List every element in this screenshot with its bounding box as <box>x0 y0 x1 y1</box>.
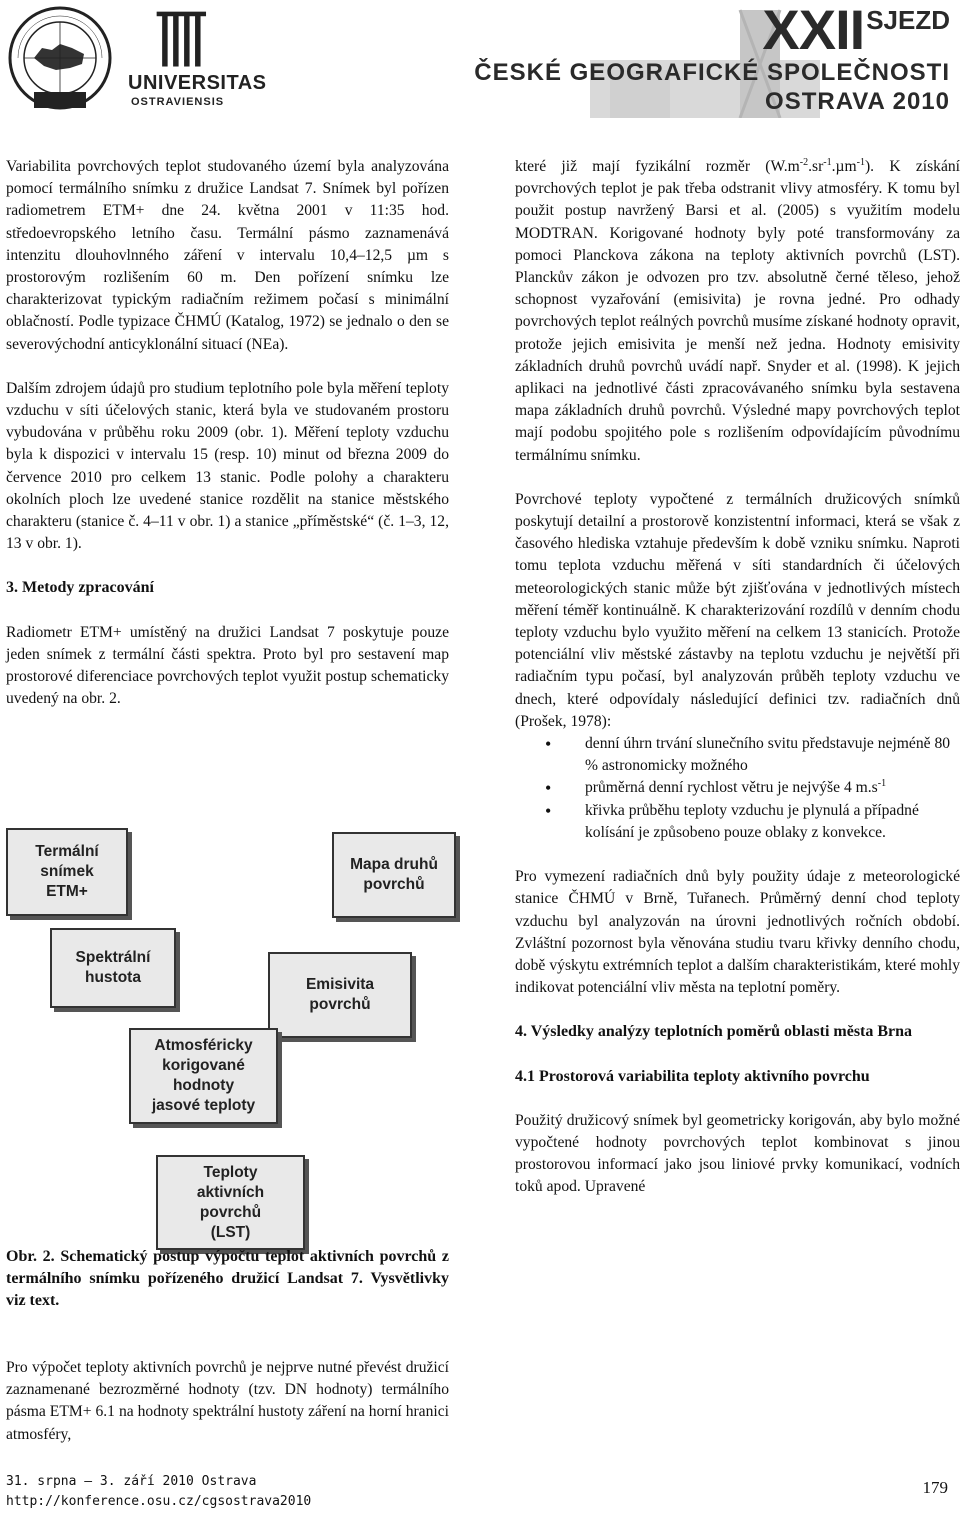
paragraph-surface-temps: Povrchové teploty vypočtené z termálních družicových snímků poskytují detailní a prostorově konzistentní informaci, která se však z časového hlediska vztahuje především k době vzniku snímku. Naproti tomu teplota vzduchu měřená v síti standardních či účelových meteorologických stanic může být zjišťována v jednotlivých místech měření téměř kontinuálně. K charakterizování rozdílů v denním chodu teploty vzduchu bylo využito měření na celkem 13 stanicích. Protože potenciální vliv městské zástavby na teplotu vzduchu je největší při radiačním typu počasí, byl analyzován průběh teploty vzduchu ve dnech, které odpovídaly následující definici tzv. radiačních dnů (Prošek, 1978): <box>515 490 960 730</box>
box-text: Mapa druhů <box>350 856 438 873</box>
university-name: UNIVERSITAS <box>128 72 267 94</box>
paragraph-stations: Dalším zdrojem údajů pro studium teplotního pole byla měření teploty vzduchu v síti účelových stanic, která byla ve studovaném prostoru vybudována v průběhu roku 2009 (obr. 1). Měření teploty vzduchu byla k dispozici v intervalu 15 (resp. 10) minut od března 2009 do července 2010 pro celkem 13 stanic. Podle polohy a charakteru okolních ploch lze uvedené stanice rozdělit na stanice městského charakteru (stanice č. 4–11 v obr. 1) a stanice „příměstské“ (č. 1–3, 12, 13 v obr. 1). <box>6 379 449 553</box>
box-lst <box>156 1155 305 1250</box>
paragraph-units <box>515 156 960 467</box>
congress-number: XXII <box>762 0 865 61</box>
superscript: -1 <box>823 156 832 168</box>
box-surface-map <box>332 832 456 918</box>
box-text: povrchů <box>199 1203 262 1221</box>
congress-word: SJEZD <box>866 5 950 35</box>
box-text: Termální <box>35 843 99 860</box>
paragraph-radiation-days: Pro vymezení radiačních dnů byly použity údaje z meteorologické stanice ČHMÚ v Brně, Tuřanech. Průměrný denní chod teploty vzduchu byl analyzován na úrovni jednotlivých ročních období. Zvláštní pozornost byla věnována studiu tvaru křivky denního chodu, době výskytu extrémních teplot a dalším charakteristikám, které mohly indikovat potenciální vliv města na teplotní poměry. <box>515 868 960 997</box>
superscript: -1 <box>856 156 865 168</box>
box-text: aktivních <box>196 1183 265 1201</box>
box-text: Atmosféricky <box>154 1037 253 1054</box>
box-text: jasové teploty <box>151 1097 256 1114</box>
box-text: (LST) <box>210 1223 251 1241</box>
list-item <box>585 777 960 799</box>
right-column <box>515 156 960 1221</box>
text-span: ). K získání povrchových teplot je pak třeba odstranit vlivy atmosféry. K tomu byl použit postup navržený Barsi et al. (2005) s využitím modelu MODTRAN. Korigované hodnoty byly poté transformovány za pomoci Planckova zákona na teploty aktivních povrchů (LST). Planckův zákon je odvozen pro tzv. absolutně černé těleso, jehož schopnost vyzařování (emisivita) je rovna jedné. Pro odhady povrchových teplot reálných povrchů musíme získané hodnoty opravit, protože jejich emisivita je menší než jedna. Hodnoty emisivity základních druhů povrchů uvádí např. Snyder et al. (1998). K jejich aplikaci na jednotlivé části zpracovávaného snímku byla sestavena mapa základních druhů povrchů. Výsledné mapy povrchových teplot mají podobu spojitého pole s rozlišením odpovídajícím původnímu termálnímu snímku. <box>515 158 960 464</box>
box-text: hustota <box>85 969 141 986</box>
left-column <box>6 156 449 732</box>
heading-spatial-variability: 4.1 Prostorová variabilita teploty aktivního povrchu <box>515 1067 870 1085</box>
text-span: .µm <box>831 158 857 175</box>
box-text: korigované <box>162 1057 245 1074</box>
box-text: Teploty <box>203 1163 258 1181</box>
page-header <box>0 0 960 120</box>
box-text: snímek <box>40 863 94 880</box>
box-emissivity <box>268 952 412 1038</box>
box-thermal-image <box>6 828 128 916</box>
society-seal-logo <box>4 4 116 114</box>
box-text: povrchů <box>363 876 425 893</box>
university-subname: OSTRAVIENSIS <box>131 96 225 108</box>
text-span: .sr <box>808 158 824 175</box>
text-span: průměrná denní rychlost větru je nejvýše 4 m.s <box>585 779 878 797</box>
superscript: -2 <box>799 156 809 168</box>
congress-place: OSTRAVA 2010 <box>765 88 950 115</box>
paragraph-variability: Variabilita povrchových teplot studovaného území byla analyzována pomocí termálního snímku z družice Landsat 7. Snímek byl pořízen radiometrem ETM+ dne 24. května 2001 v 11:35 hod. středoevropského letního času. Termální pásmo zaznamenává intenzitu dlouhovlnného záření v intervalu 10,4–12,5 µm s prostorovým rozlišením 60 m. Den pořízení snímku lze charakterizovat typickým radiačním režimem počasí s minimální oblačností. Podle typizace ČHMÚ (Katalog, 1972) se jednalo o den se severovýchodní anticyklonální situací (NEa). <box>6 158 449 353</box>
heading-methods: 3. Metody zpracování <box>6 579 154 597</box>
congress-society: ČESKÉ GEOGRAFICKÉ SPOLEČNOSTI <box>474 59 950 86</box>
superscript: -1 <box>877 778 887 790</box>
footer-url-link[interactable]: http://konference.osu.cz/cgsostrava2010 <box>6 1494 312 1509</box>
flow-diagram <box>6 828 451 1248</box>
box-text: povrchů <box>309 996 371 1013</box>
paragraph-dn-values: Pro výpočet teploty aktivních povrchů je nejprve nutné převést družicí zaznamenané bezrozměrné hodnoty (tzv. DN hodnoty) termálního pásma ETM+ 6.1 na hodnoty spektrální hustoty záření na horní hranici atmosféry, <box>6 1359 449 1443</box>
radiation-day-criteria <box>515 733 960 844</box>
box-text: ETM+ <box>46 883 88 900</box>
heading-results: 4. Výsledky analýzy teplotních poměrů oblasti města Brna <box>515 1023 913 1041</box>
page-number: 179 <box>922 1478 948 1497</box>
congress-title <box>474 2 950 116</box>
box-text: hodnoty <box>172 1077 235 1094</box>
footer-date: 31. srpna – 3. září 2010 Ostrava <box>6 1474 257 1489</box>
box-text: Emisivita <box>305 976 375 993</box>
list-item: • denní úhrn trvání slunečního svitu představuje nejméně 80 % astronomicky možného <box>585 733 960 777</box>
box-corrected-temperature <box>129 1028 278 1124</box>
paragraph-radiometer: Radiometr ETM+ umístěný na družici Landsat 7 poskytuje pouze jeden snímek z termální části spektra. Proto byl pro sestavení map prostorové diferenciace povrchových teplot využit postup schematicky uvedený na obr. 2. <box>6 623 449 708</box>
box-spectral-radiance <box>50 928 176 1008</box>
box-text: Spektrální <box>75 949 151 966</box>
text-span: které již mají fyzikální rozměr (W.m <box>515 158 800 175</box>
list-item: • křivka průběhu teploty vzduchu je plynulá a případné kolísání je způsobeno pouze oblaky z konvekce. <box>585 800 960 844</box>
paragraph-geometric-correction: Použitý družicový snímek byl geometricky korigován, aby bylo možné vypočtené hodnoty povrchových teplot kombinovat s jinou prostorovou informací jako jsou liniové prvky komunikací, vodních toků apod. Upravené <box>515 1111 960 1196</box>
university-logo-icon <box>130 8 240 72</box>
figure-caption: Obr. 2. Schematický postup výpočtu teplot aktivních povrchů z termálního snímku pořízeného družicí Landsat 7. Vysvětlivky viz text. <box>6 1248 449 1309</box>
